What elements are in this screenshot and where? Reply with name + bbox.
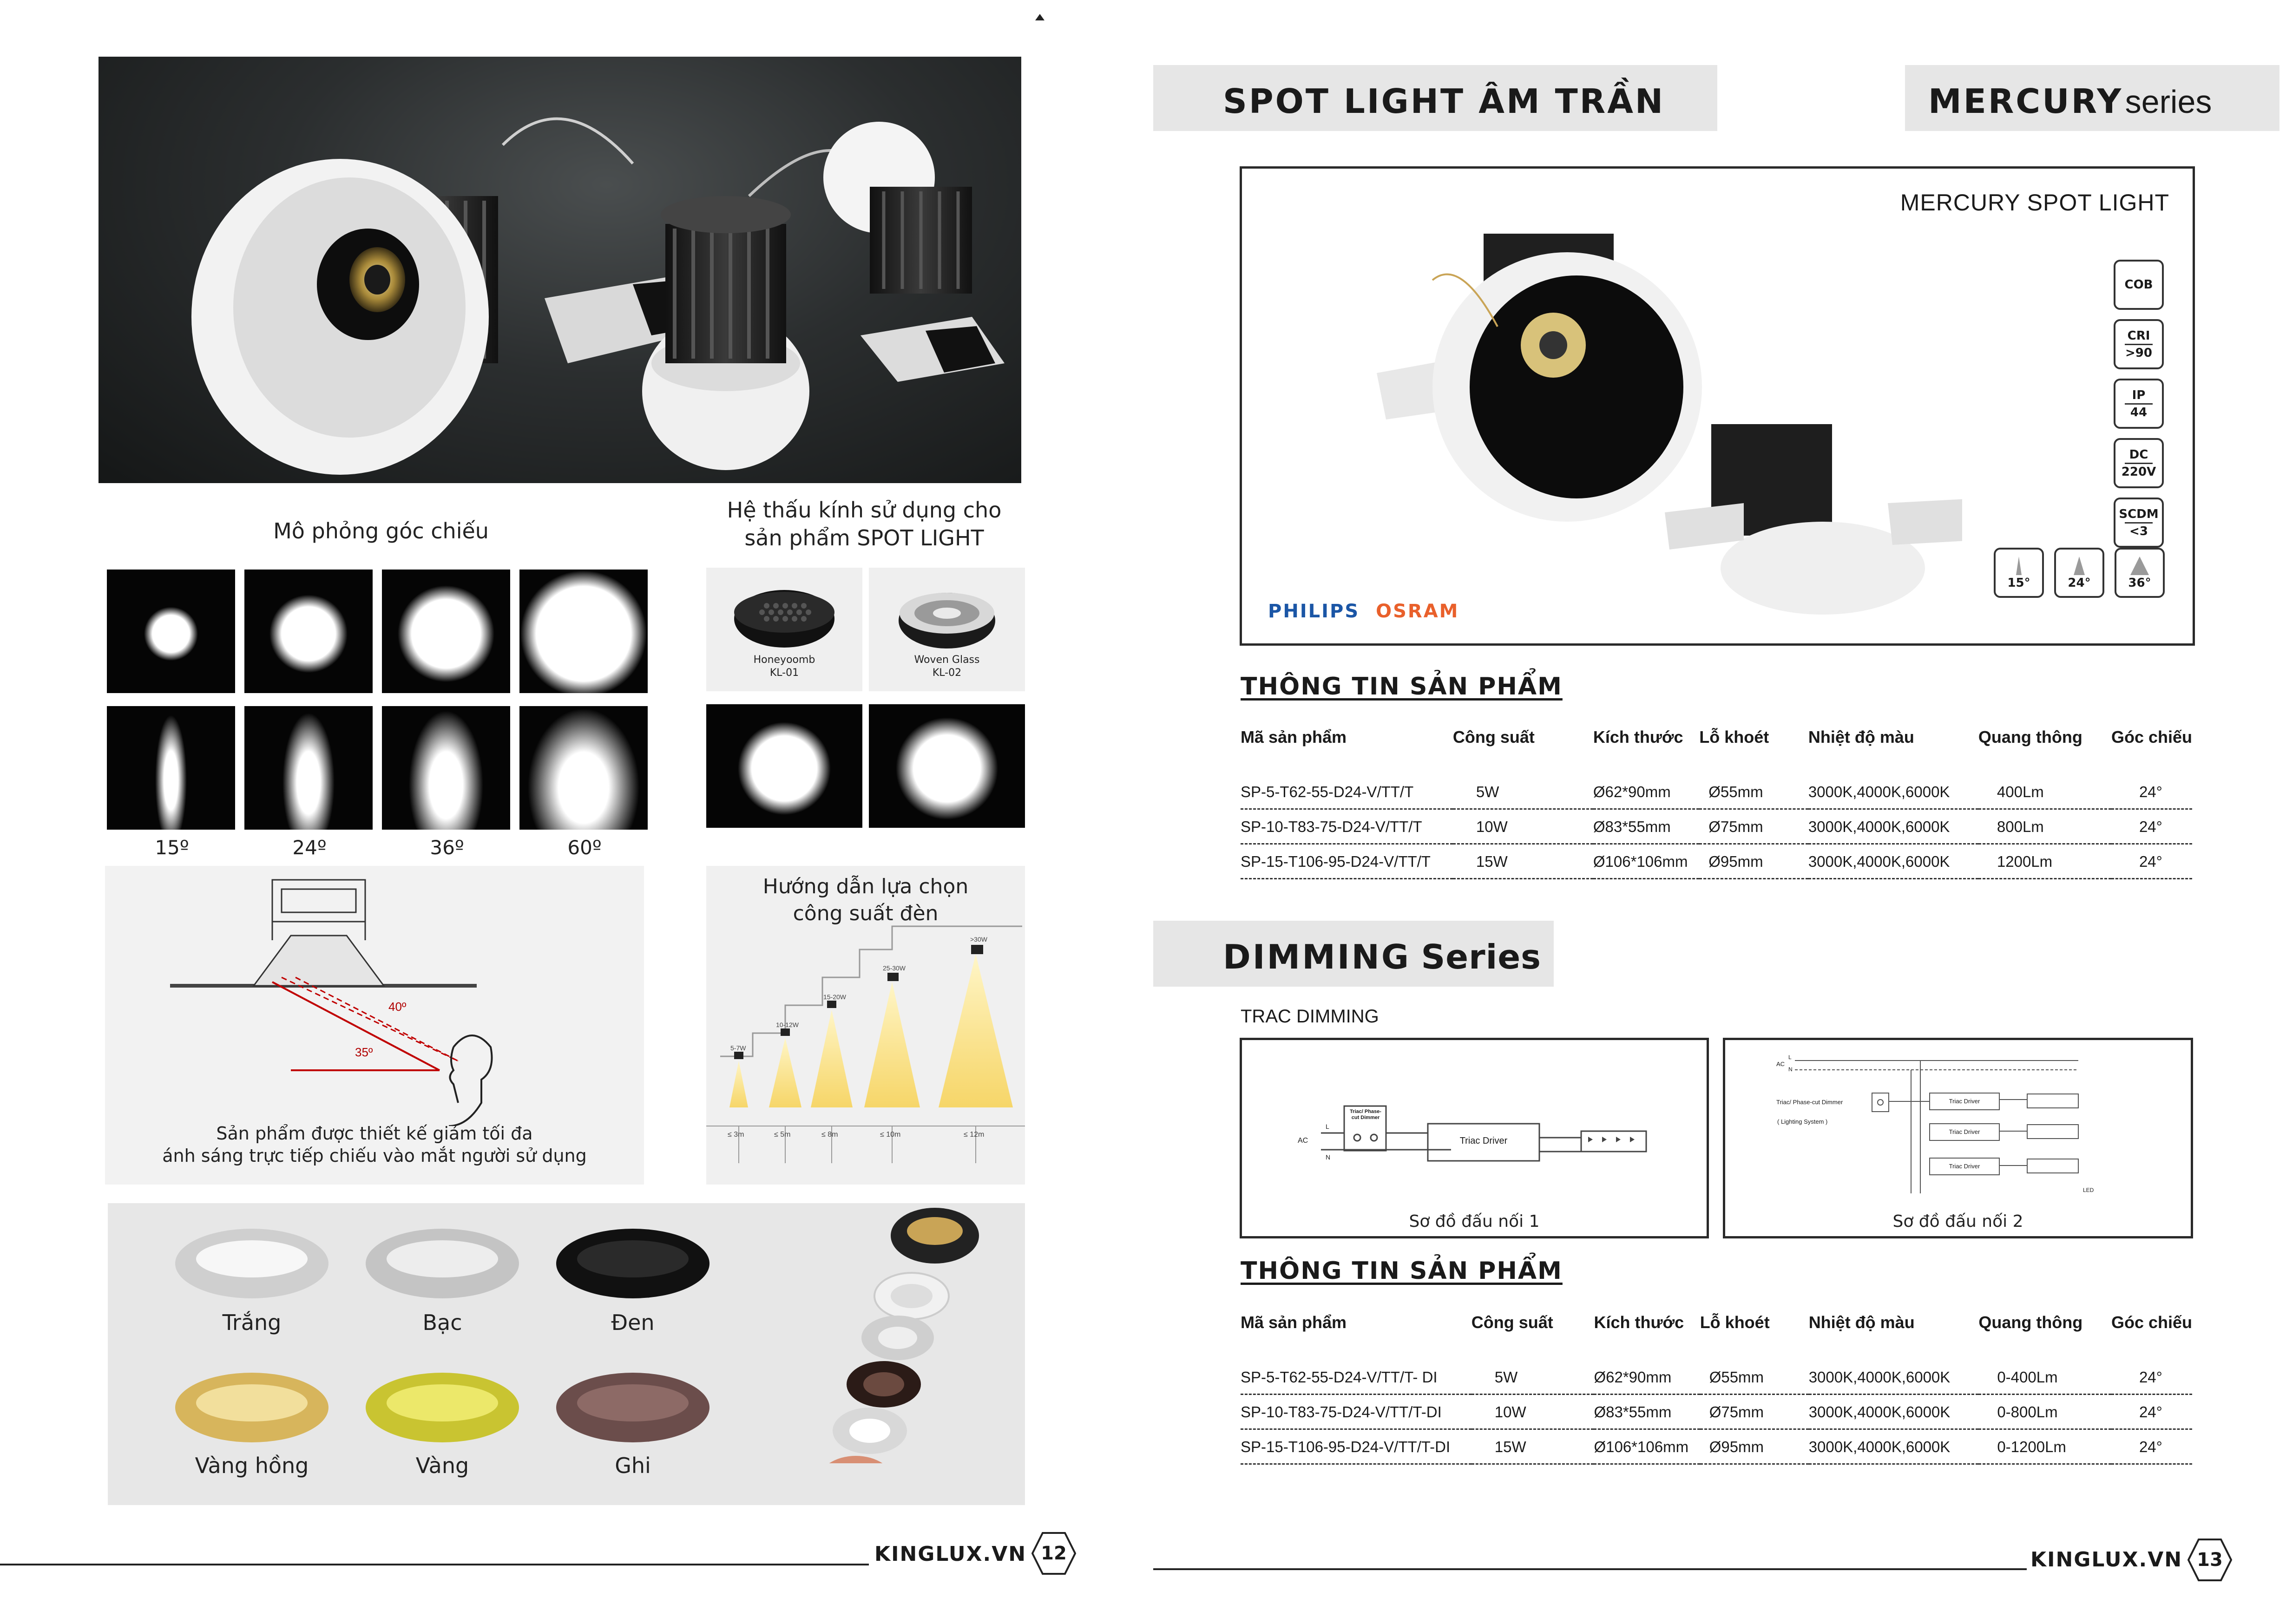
reflector-colors-panel — [108, 1203, 1025, 1505]
lens-title-line-2: sản phẩm SPOT LIGHT — [744, 525, 984, 550]
anti-glare-caption-line-1: Sản phẩm được thiết kế giảm tối đa — [216, 1123, 533, 1144]
beam-label-24: 24º — [292, 836, 327, 859]
cell-lumen: 0-800Lm — [1978, 1395, 2111, 1429]
beam-badge-24-label: 24° — [2068, 576, 2091, 590]
wiring-diagram-1 — [1240, 1038, 1709, 1238]
lens-honeycomb-name: Honeyoomb — [753, 654, 815, 666]
beam-spot-15 — [107, 570, 235, 693]
product-info-title-1: THÔNG TIN SẢN PHẨM — [1241, 673, 1563, 701]
table-row — [1241, 844, 2192, 879]
lens-honeycomb-card — [706, 568, 862, 691]
lens-woven-card — [869, 568, 1025, 691]
power-guide-title-line-2: công suất đèn — [793, 902, 939, 925]
beam-36-icon — [2126, 556, 2154, 576]
diagram1-caption: Sơ đồ đấu nối 1 — [1409, 1212, 1540, 1231]
table-row — [1241, 809, 2192, 844]
series-title — [1928, 82, 2212, 121]
reflector-label-black: Đen — [611, 1310, 655, 1335]
diagram1-n-label: N — [1326, 1153, 1331, 1161]
power-guide-title-line-1: Hướng dẫn lựa chọn — [762, 875, 969, 898]
lens-honeycomb-spot — [706, 704, 862, 828]
cell-code: SP-10-T83-75-D24-V/TT/T-DI — [1241, 1395, 1471, 1429]
diagram2-ac-label: AC — [1776, 1061, 1785, 1067]
page-top-marker — [1035, 14, 1044, 20]
cell-size: Ø83*55mm — [1593, 809, 1699, 844]
badge-scdm — [2114, 498, 2164, 548]
height-label-3: ≤ 8m — [821, 1131, 838, 1139]
trac-dimming-label: TRAC DIMMING — [1241, 1006, 1379, 1027]
spec-badges-column — [2114, 260, 2165, 548]
cell-cutout: Ø75mm — [1699, 809, 1808, 844]
table-header-row — [1241, 727, 2192, 775]
beam-cone-24 — [244, 706, 373, 830]
cell-code: SP-15-T106-95-D24-V/TT/T-DI — [1241, 1429, 1471, 1464]
cell-code: SP-5-T62-55-D24-V/TT/T — [1241, 775, 1453, 809]
cell-power: 10W — [1471, 1395, 1594, 1429]
diagram1-driver-label: Triac Driver — [1459, 1136, 1508, 1146]
cell-power: 5W — [1471, 1360, 1594, 1395]
reflector-label-silver: Bạc — [422, 1310, 462, 1335]
col-size: Kích thước — [1594, 1313, 1684, 1332]
dimming-series-bar — [1153, 921, 1554, 987]
cell-cutout: Ø55mm — [1699, 775, 1808, 809]
beam-cone-36 — [382, 706, 510, 830]
dimming-series-title — [1223, 937, 1541, 976]
series-title-bar — [1905, 65, 2279, 131]
cell-beam: 24° — [2111, 809, 2192, 844]
col-cct: Nhiệt độ màu — [1808, 727, 1914, 747]
col-lumen: Quang thông — [1978, 727, 2082, 747]
badge-dc-top: DC — [2129, 447, 2148, 462]
diagram2-driver-1: Triac Driver — [1949, 1098, 1980, 1105]
lens-woven-name: Woven Glass — [914, 654, 980, 666]
cell-beam: 24° — [2111, 775, 2192, 809]
table-header-row — [1241, 1313, 2192, 1360]
mercury-product-card — [1240, 166, 2195, 646]
beam-label-60: 60º — [567, 836, 602, 859]
cell-lumen: 400Lm — [1978, 775, 2111, 809]
angle-simulation-title: Mô phỏng góc chiếu — [273, 518, 489, 544]
badge-dc — [2114, 438, 2164, 488]
cell-beam: 24° — [2111, 1395, 2192, 1429]
diagram2-dimmer-label: Triac/ Phase-cut Dimmer — [1776, 1099, 1843, 1106]
brand-logos — [1268, 601, 1459, 622]
table-row — [1241, 1429, 2192, 1464]
badge-ip — [2114, 379, 2164, 429]
badge-cob — [2114, 260, 2164, 310]
cell-power: 15W — [1471, 1429, 1594, 1464]
cell-cct: 3000K,4000K,6000K — [1809, 1429, 1979, 1464]
cell-size: Ø83*55mm — [1594, 1395, 1700, 1429]
col-cct: Nhiệt độ màu — [1808, 1313, 1915, 1332]
wiring-diagram-1-schematic — [1242, 1040, 1707, 1207]
osram-logo: OSRAM — [1376, 601, 1459, 622]
beam-spot-grid — [107, 570, 648, 830]
cell-size: Ø106*106mm — [1594, 1429, 1700, 1464]
glare-angle-40: 40º — [388, 1000, 407, 1014]
diagram1-ac-label: AC — [1298, 1137, 1308, 1145]
reflector-label-gold: Vàng — [415, 1453, 469, 1478]
series-suffix: series — [2125, 84, 2212, 120]
col-size: Kích thước — [1593, 727, 1683, 747]
beam-badge-15 — [1994, 548, 2044, 598]
power-guide-panel — [706, 866, 1025, 1185]
diagram2-driver-3: Triac Driver — [1949, 1163, 1980, 1170]
cell-code: SP-15-T106-95-D24-V/TT/T — [1241, 844, 1453, 879]
cell-size: Ø62*90mm — [1594, 1360, 1700, 1395]
beam-24-icon — [2068, 556, 2091, 576]
lens-honeycomb-code: KL-01 — [769, 667, 799, 679]
power-label-5: >30W — [970, 936, 987, 943]
philips-logo: PHILIPS — [1268, 601, 1360, 622]
wiring-diagram-2 — [1723, 1038, 2193, 1238]
badge-cri — [2114, 319, 2164, 369]
product-card-title: MERCURY SPOT LIGHT — [1900, 190, 2169, 216]
header-title: SPOT LIGHT ÂM TRẦN — [1223, 82, 1665, 121]
diagram2-system-label: ( Lighting System ) — [1777, 1118, 1828, 1125]
cell-lumen: 0-1200Lm — [1978, 1429, 2111, 1464]
cell-beam: 24° — [2111, 844, 2192, 879]
beam-spot-24 — [244, 570, 373, 693]
reflector-label-grey: Ghi — [615, 1453, 651, 1478]
cell-lumen: 0-400Lm — [1978, 1360, 2111, 1395]
diagram2-n-label: N — [1788, 1066, 1793, 1073]
cell-lumen: 800Lm — [1978, 809, 2111, 844]
honeycomb-lens-image — [706, 568, 862, 661]
beam-label-15: 15º — [155, 836, 189, 859]
height-label-1: ≤ 3m — [728, 1131, 744, 1139]
lens-woven-spot — [869, 704, 1025, 828]
page-number-13 — [2187, 1538, 2232, 1582]
badge-scdm-top: SCDM — [2119, 507, 2159, 521]
cell-size: Ø106*106mm — [1593, 844, 1699, 879]
badge-cri-bottom: >90 — [2125, 346, 2152, 360]
cell-power: 10W — [1453, 809, 1593, 844]
diagram2-l-label: L — [1788, 1054, 1792, 1061]
power-label-4: 25-30W — [883, 964, 906, 972]
cell-power: 5W — [1453, 775, 1593, 809]
col-beam: Góc chiếu — [2111, 1313, 2192, 1332]
cell-power: 15W — [1453, 844, 1593, 879]
col-code: Mã sản phẩm — [1241, 727, 1347, 747]
diagram1-l-label: L — [1326, 1123, 1329, 1130]
diagram2-led-label: LED — [2083, 1187, 2094, 1193]
lens-woven-code: KL-02 — [932, 667, 962, 679]
power-label-2: 10-12W — [776, 1021, 799, 1028]
col-lumen: Quang thông — [1978, 1313, 2083, 1332]
power-label-1: 5-7W — [730, 1044, 746, 1052]
footer-brand-left: KINGLUX.VN — [874, 1542, 1027, 1566]
mercury-spec-table — [1241, 727, 2192, 879]
beam-cone-15 — [107, 706, 235, 830]
beam-spot-36 — [382, 570, 510, 693]
page-number-right: 13 — [2197, 1549, 2223, 1571]
beam-cone-60 — [519, 706, 648, 830]
table-row — [1241, 1360, 2192, 1395]
badge-cri-top: CRI — [2127, 328, 2150, 343]
cell-cct: 3000K,4000K,6000K — [1808, 844, 1978, 879]
cell-cutout: Ø95mm — [1699, 844, 1808, 879]
header-title-bar — [1153, 65, 1717, 131]
beam-spot-60 — [519, 570, 648, 693]
col-beam: Góc chiếu — [2111, 727, 2192, 747]
cell-code: SP-10-T83-75-D24-V/TT/T — [1241, 809, 1453, 844]
cell-cct: 3000K,4000K,6000K — [1808, 775, 1978, 809]
beam-badge-36 — [2115, 548, 2165, 598]
product-info-title-2: THÔNG TIN SẢN PHẨM — [1241, 1257, 1563, 1285]
anti-glare-diagram — [105, 866, 644, 1126]
exploded-view-illustration — [786, 1161, 1028, 1463]
beam-badge-24 — [2054, 548, 2104, 598]
height-label-2: ≤ 5m — [774, 1131, 791, 1139]
footer-brand-right: KINGLUX.VN — [2030, 1548, 2183, 1572]
col-cutout: Lỗ khoét — [1699, 727, 1769, 747]
lens-title-line-1: Hệ thấu kính sử dụng cho — [727, 498, 1002, 523]
hero-downlights-illustration — [99, 57, 1021, 483]
cell-cutout: Ø75mm — [1700, 1395, 1809, 1429]
badge-ip-bottom: 44 — [2130, 405, 2148, 419]
page-number-left: 12 — [1041, 1543, 1067, 1564]
cell-beam: 24° — [2111, 1360, 2192, 1395]
footer-rule-right — [1153, 1568, 2027, 1570]
cell-cutout: Ø95mm — [1700, 1429, 1809, 1464]
mercury-product-image — [1358, 187, 1962, 633]
hero-product-photo — [99, 57, 1021, 483]
diagram2-caption: Sơ đồ đấu nối 2 — [1892, 1212, 2023, 1231]
height-label-4: ≤ 10m — [880, 1131, 901, 1139]
col-power: Công suất — [1452, 727, 1535, 747]
table-row — [1241, 1395, 2192, 1429]
badge-cob-top: COB — [2124, 278, 2153, 292]
beam-label-36: 36º — [430, 836, 464, 859]
beam-badge-15-label: 15° — [2007, 576, 2030, 590]
diagram1-dimmer-label: Triac/ Phase-cut Dimmer — [1350, 1109, 1381, 1120]
cell-lumen: 1200Lm — [1978, 844, 2111, 879]
badge-scdm-bottom: <3 — [2129, 524, 2148, 538]
table-row — [1241, 775, 2192, 809]
power-label-3: 15-20W — [823, 993, 847, 1001]
footer-rule-left — [0, 1564, 869, 1565]
lens-system-title — [702, 496, 1027, 552]
woven-glass-lens-image — [869, 568, 1025, 661]
anti-glare-caption — [105, 1122, 644, 1167]
lens-panel — [706, 568, 1025, 828]
col-code: Mã sản phẩm — [1241, 1313, 1347, 1332]
reflector-label-white: Trắng — [222, 1310, 282, 1335]
beam-15-icon — [2010, 556, 2028, 576]
dimming-spec-table — [1241, 1313, 2192, 1465]
dimming-title: DIMMING — [1223, 937, 1411, 976]
series-name: MERCURY — [1928, 82, 2123, 121]
cell-cutout: Ø55mm — [1700, 1360, 1809, 1395]
col-power: Công suất — [1471, 1313, 1553, 1332]
anti-glare-panel — [105, 866, 644, 1185]
anti-glare-caption-line-2: ánh sáng trực tiếp chiếu vào mắt người sử dụng — [162, 1146, 587, 1166]
col-cutout: Lỗ khoét — [1700, 1313, 1770, 1332]
badge-dc-bottom: 220V — [2121, 465, 2156, 479]
cell-cct: 3000K,4000K,6000K — [1809, 1360, 1979, 1395]
page-number-12 — [1031, 1531, 1076, 1576]
diagram2-driver-2: Triac Driver — [1949, 1128, 1980, 1135]
badge-ip-top: IP — [2132, 388, 2146, 402]
height-label-5: ≤ 12m — [964, 1131, 985, 1139]
cell-cct: 3000K,4000K,6000K — [1808, 809, 1978, 844]
glare-angle-35: 35º — [355, 1045, 373, 1059]
reflector-label-rose-gold: Vàng hồng — [195, 1453, 309, 1478]
cell-code: SP-5-T62-55-D24-V/TT/T- DI — [1241, 1360, 1471, 1395]
dimming-title-suffix: Series — [1421, 937, 1542, 976]
cell-beam: 24° — [2111, 1429, 2192, 1464]
cell-cct: 3000K,4000K,6000K — [1809, 1395, 1979, 1429]
cell-size: Ø62*90mm — [1593, 775, 1699, 809]
beam-badge-36-label: 36° — [2128, 576, 2151, 590]
